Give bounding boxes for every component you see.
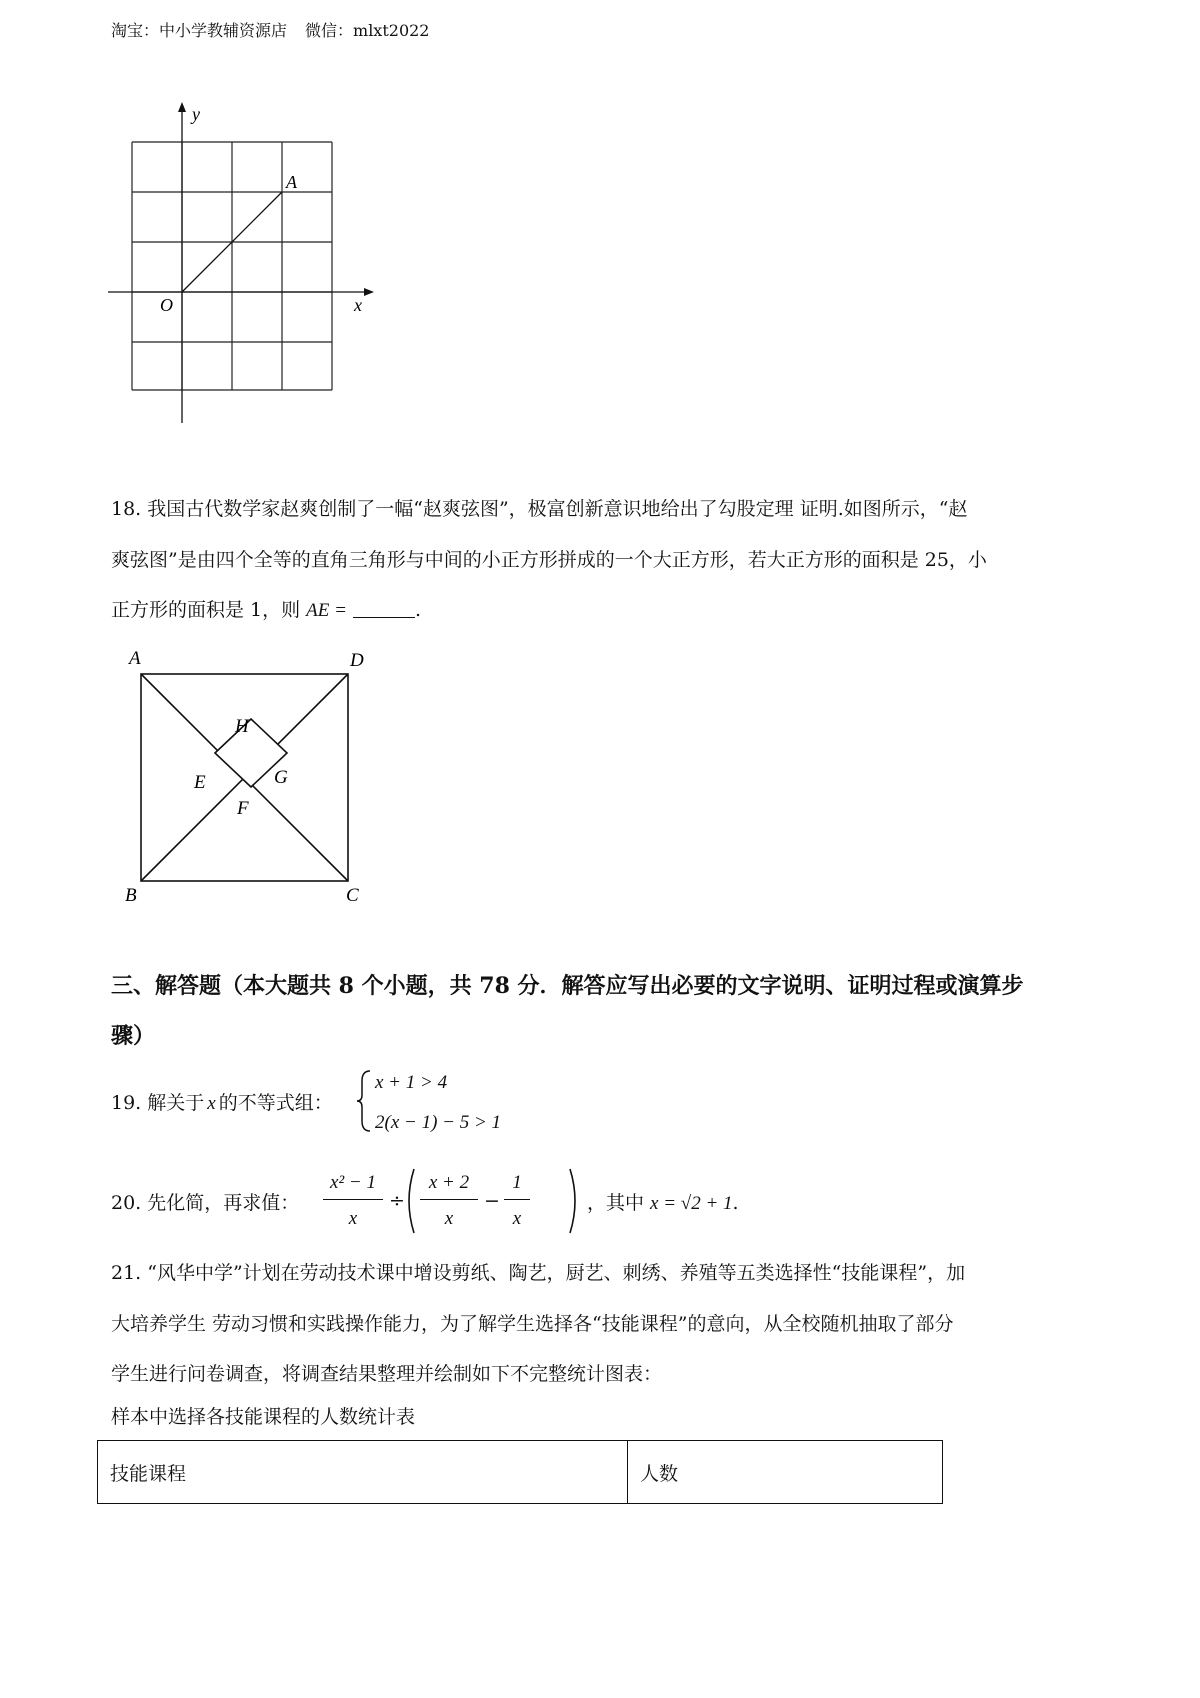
x-axis-arrow bbox=[364, 288, 374, 296]
q18-line2: 爽弦图”是由四个全等的直角三角形与中间的小正方形拼成的一个大正方形，若大正方形的面积是 25，小 bbox=[111, 549, 987, 571]
header-shop: 淘宝：中小学教辅资源店 bbox=[111, 21, 288, 40]
label-g: G bbox=[274, 767, 288, 788]
section3-heading-line2: 骤） bbox=[111, 1023, 156, 1049]
system-brace bbox=[355, 1068, 375, 1134]
table-caption: 样本中选择各技能课程的人数统计表 bbox=[111, 1406, 416, 1428]
q20-prefix: 20. 先化简，再求值： bbox=[111, 1192, 300, 1214]
table-header-row bbox=[98, 1441, 943, 1504]
coordinate-grid-figure bbox=[100, 98, 380, 438]
skills-course-table bbox=[97, 1440, 943, 1504]
header-wechat: 微信：mlxt2022 bbox=[305, 21, 430, 40]
label-b: B bbox=[125, 885, 137, 906]
label-h: H bbox=[235, 716, 249, 737]
point-a-label: A bbox=[286, 172, 297, 192]
q20-frac2-den: x bbox=[444, 1208, 454, 1229]
label-e: E bbox=[194, 772, 206, 793]
q21-line3: 学生进行问卷调查，将调查结果整理并绘制如下不完整统计图表： bbox=[111, 1363, 663, 1385]
q20-frac1-den: x bbox=[348, 1208, 358, 1229]
label-a: A bbox=[129, 648, 141, 669]
table-header-count: 人数 bbox=[628, 1441, 943, 1504]
q20-frac1-bar bbox=[323, 1199, 383, 1200]
q20-end: . bbox=[732, 1192, 739, 1214]
q20-frac2-bar bbox=[420, 1199, 478, 1200]
section3-heading-line1: 三、解答题（本大题共 8 个小题，共 78 分．解答应写出必要的文字说明、证明过程或演算步 bbox=[111, 973, 1024, 999]
y-axis-arrow bbox=[178, 102, 186, 112]
q18-line1: 18. 我国古代数学家赵爽创制了一幅“赵爽弦图”，极富创新意识地给出了勾股定理 证明.如图所示，“赵 bbox=[111, 498, 968, 520]
q20-condition bbox=[587, 1192, 739, 1215]
zhao-shuang-figure bbox=[110, 640, 380, 910]
x-axis-label: x bbox=[354, 295, 362, 315]
answer-blank bbox=[353, 601, 415, 618]
page-header bbox=[111, 18, 429, 41]
q20-frac1-num: x² − 1 bbox=[330, 1172, 376, 1193]
label-f: F bbox=[237, 798, 249, 819]
label-d: D bbox=[350, 650, 364, 671]
q20-mid: ，其中 bbox=[587, 1192, 645, 1214]
q18-line3 bbox=[111, 599, 421, 622]
origin-label: O bbox=[160, 295, 173, 315]
q20-frac2-num: x + 2 bbox=[428, 1172, 470, 1193]
y-axis-label: y bbox=[192, 104, 200, 124]
q19-eq2: 2(x − 1) − 5 > 1 bbox=[375, 1112, 502, 1133]
q18-ae-expr: AE = bbox=[306, 600, 347, 621]
grid-lines bbox=[132, 142, 332, 390]
label-c: C bbox=[346, 885, 359, 906]
q18-line3-suffix: . bbox=[414, 599, 421, 621]
table-header-course: 技能课程 bbox=[98, 1441, 628, 1504]
q18-line3-prefix: 正方形的面积是 1，则 bbox=[111, 599, 301, 621]
q19-suffix: 的不等式组： bbox=[218, 1092, 333, 1114]
q19-eq1: x + 1 > 4 bbox=[375, 1072, 448, 1093]
q20-frac3-den: x bbox=[512, 1208, 522, 1229]
q19-prefix: 19. 解关于 bbox=[111, 1092, 205, 1114]
q20-cond: x = √2 + 1 bbox=[650, 1193, 733, 1214]
q20-minus: − bbox=[484, 1190, 500, 1212]
q19-prompt bbox=[111, 1092, 333, 1115]
q19-var: x bbox=[207, 1093, 216, 1114]
q20-frac3-num: 1 bbox=[512, 1172, 522, 1193]
q21-line1: 21. “风华中学”计划在劳动技术课中增设剪纸、陶艺，厨艺、刺绣、养殖等五类选择性“技能课程”，加 bbox=[111, 1262, 966, 1284]
q20-div: ÷ bbox=[389, 1190, 405, 1212]
q21-line2: 大培养学生 劳动习惯和实践操作能力，为了解学生选择各“技能课程”的意向，从全校随机抽取了部分 bbox=[111, 1313, 954, 1335]
q20-frac3-bar bbox=[504, 1199, 530, 1200]
